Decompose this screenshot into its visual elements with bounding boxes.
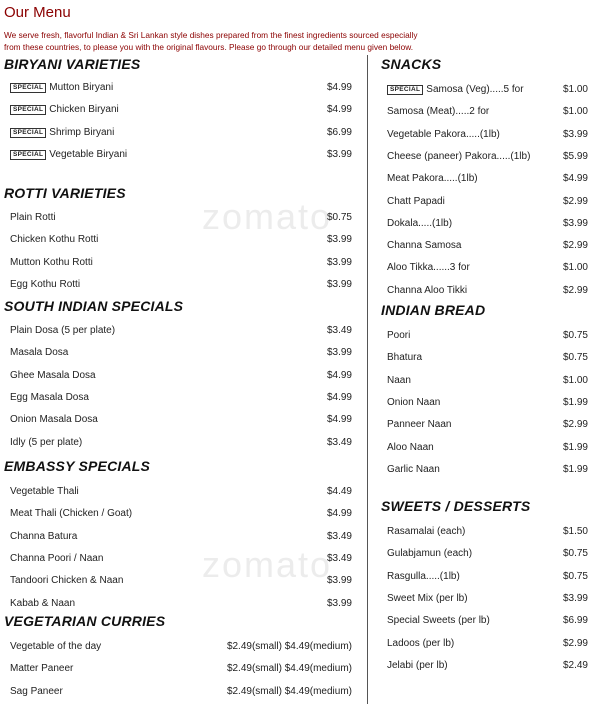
menu-item-name: [387, 330, 410, 341]
menu-item: [387, 548, 588, 562]
menu-item-name: [387, 660, 448, 671]
menu-intro: [4, 29, 594, 53]
menu-item-name: [10, 575, 123, 586]
menu-item: [10, 347, 352, 361]
menu-item-price: $2.49(small) $4.49(medium): [226, 685, 352, 697]
menu-item: [10, 127, 352, 141]
menu-item: [387, 173, 588, 187]
menu-item-label: Vegetable of the day: [10, 641, 102, 652]
menu-item-price: $2.99: [562, 284, 588, 296]
menu-item-price: $3.49: [326, 552, 352, 564]
menu-item-price: $1.50: [562, 526, 588, 537]
menu-item-price: $1.00: [562, 84, 588, 95]
menu-item-label: Onion Naan: [387, 396, 441, 408]
menu-item-label: Mutton Biryani: [49, 82, 114, 93]
menu-item-name: [10, 508, 132, 519]
menu-item-label: Channa Poori / Naan: [10, 552, 104, 564]
menu-item-label: Masala Dosa: [10, 347, 69, 359]
menu-item: [387, 375, 588, 389]
menu-item-price: $3.99: [562, 217, 588, 229]
menu-item: [10, 414, 352, 428]
menu-item-name: [387, 352, 422, 363]
menu-item-price: $3.99: [562, 592, 588, 604]
menu-item-label: Sag Paneer: [10, 685, 63, 697]
menu-item: [387, 571, 588, 585]
menu-item-label: Poori: [387, 330, 411, 341]
menu-item-price: $3.49: [326, 530, 352, 542]
menu-item-name: [10, 127, 114, 138]
section-title-biryani-varieties: BIRYANI VARIETIES: [4, 56, 141, 72]
menu-item: [387, 615, 588, 629]
menu-item-price: $1.00: [562, 374, 588, 386]
menu-item-name: [10, 663, 73, 674]
menu-item-name: [387, 464, 440, 475]
menu-item-price: $0.75: [562, 570, 588, 582]
section-title-south-indian-specials: SOUTH INDIAN SPECIALS: [4, 298, 184, 314]
menu-item-price: $1.99: [562, 396, 588, 408]
menu-item-label: Chatt Papadi: [387, 195, 445, 207]
menu-item-label: Cheese (paneer) Pakora.....(1lb): [387, 150, 531, 162]
menu-item-name: [10, 392, 89, 403]
menu-item-label: Ladoos (per lb): [387, 637, 455, 649]
menu-item: [10, 104, 352, 118]
menu-item-label: Jelabi (per lb): [387, 659, 448, 671]
menu-item-label: Samosa (Meat).....2 for: [387, 106, 490, 118]
menu-item-price: $3.99: [326, 234, 352, 246]
menu-item: [10, 598, 352, 612]
special-badge: SPECIAL: [10, 150, 46, 160]
menu-item-label: Vegetable Pakora.....(1lb): [387, 128, 500, 140]
menu-item-price: $0.75: [562, 352, 588, 364]
menu-item: [10, 325, 352, 339]
menu-item-name: [387, 548, 472, 559]
menu-item: [387, 352, 588, 366]
menu-item-price: $0.75: [326, 212, 352, 223]
menu-item: [10, 257, 352, 271]
menu-item-price: $1.99: [562, 441, 588, 453]
menu-item: [387, 442, 588, 456]
menu-item: [10, 212, 352, 226]
menu-item-label: Rasamalai (each): [387, 526, 466, 537]
menu-item-name: [387, 593, 468, 604]
menu-item: [10, 82, 352, 96]
menu-item-price: $1.99: [562, 463, 588, 475]
menu-item: [387, 240, 588, 254]
menu-item: [387, 593, 588, 607]
menu-item: [10, 663, 352, 677]
menu-item-name: [387, 397, 440, 408]
menu-item-label: Aloo Naan: [387, 441, 434, 453]
menu-item-price: $2.99: [562, 419, 588, 431]
menu-item-name: [10, 553, 103, 564]
menu-item-label: Vegetable Thali: [10, 486, 79, 497]
menu-item-name: [10, 234, 98, 245]
menu-item: [387, 464, 588, 478]
menu-item: [10, 234, 352, 248]
menu-item-label: Special Sweets (per lb): [387, 615, 490, 627]
menu-item-name: [387, 218, 452, 229]
menu-item: [387, 419, 588, 433]
menu-item: [387, 638, 588, 652]
menu-item-price: $5.99: [562, 150, 588, 162]
menu-item-price: $3.99: [326, 597, 352, 609]
menu-item: [387, 330, 588, 344]
intro-line-1: We serve fresh, flavorful Indian & Sri Lankan style dishes prepared from the finest ingredients sourced especially: [4, 30, 418, 40]
menu-item: [10, 437, 352, 451]
menu-item-label: Matter Paneer: [10, 663, 74, 675]
menu-item: [387, 397, 588, 411]
special-badge: SPECIAL: [10, 128, 46, 138]
menu-item: [387, 84, 588, 98]
menu-item-label: Vegetable Biryani: [49, 148, 128, 160]
menu-item-name: [387, 196, 445, 207]
menu-item-label: Chicken Biryani: [49, 104, 119, 116]
menu-item-name: [10, 257, 93, 268]
menu-item: [387, 129, 588, 143]
menu-item-label: Meat Thali (Chicken / Goat): [10, 508, 133, 520]
menu-item: [387, 151, 588, 165]
section-title-sweets-desserts: SWEETS / DESSERTS: [381, 498, 531, 514]
menu-item-price: $4.99: [326, 414, 352, 426]
menu-item-name: [10, 598, 75, 609]
menu-item-name: [387, 285, 467, 296]
menu-item-name: [387, 638, 454, 649]
menu-item-label: Idly (5 per plate): [10, 436, 83, 448]
menu-item-name: [10, 414, 98, 425]
menu-item-label: Panneer Naan: [387, 419, 452, 431]
menu-item-price: $0.75: [562, 330, 588, 341]
menu-item-label: Kabab & Naan: [10, 597, 76, 609]
column-divider: [367, 55, 368, 704]
menu-item-label: Rasgulla.....(1lb): [387, 570, 460, 582]
menu-item-name: [387, 375, 411, 386]
menu-item-price: $6.99: [562, 615, 588, 627]
intro-line-2: from these countries, to please you with the original flavours. Please go through our detailed menu given below.: [4, 42, 414, 52]
menu-item-label: Egg Kothu Rotti: [10, 278, 81, 290]
menu-item-label: Tandoori Chicken & Naan: [10, 575, 124, 587]
menu-item-name: [10, 279, 80, 290]
menu-item: [387, 660, 588, 674]
menu-item-name: [387, 571, 460, 582]
special-badge: SPECIAL: [10, 83, 46, 93]
menu-item-name: [387, 419, 452, 430]
menu-item: [10, 392, 352, 406]
menu-item-label: Aloo Tikka......3 for: [387, 262, 470, 274]
menu-item-name: [10, 686, 63, 697]
menu-item-name: [387, 615, 490, 626]
menu-item-name: [387, 151, 530, 162]
menu-item-label: Channa Samosa: [387, 240, 462, 252]
menu-item-label: Onion Masala Dosa: [10, 414, 98, 426]
menu-item-name: [10, 325, 115, 336]
menu-item: [387, 218, 588, 232]
menu-item-price: $4.49: [326, 486, 352, 497]
menu-item-label: Channa Aloo Tikki: [387, 284, 468, 296]
menu-item-name: [10, 370, 96, 381]
menu-item-name: [10, 212, 56, 223]
menu-item-label: Naan: [387, 374, 411, 386]
menu-item-price: $3.99: [326, 347, 352, 359]
zomato-watermark-bottom: zomato: [202, 544, 333, 585]
menu-item: [10, 279, 352, 293]
menu-item-price: $3.49: [326, 436, 352, 448]
menu-item: [10, 575, 352, 589]
menu-item-name: [10, 486, 79, 497]
menu-item-name: [10, 641, 101, 652]
menu-item: [387, 106, 588, 120]
menu-item-price: $2.49: [562, 659, 588, 671]
menu-item-name: [387, 262, 470, 273]
menu-item-label: Sweet Mix (per lb): [387, 592, 468, 604]
menu-item: [10, 149, 352, 163]
menu-item-label: Dokala.....(1lb): [387, 217, 453, 229]
menu-item-price: $4.99: [562, 173, 588, 185]
menu-item-price: $4.99: [326, 391, 352, 403]
menu-item-price: $3.99: [326, 148, 352, 160]
menu-item-label: Channa Batura: [10, 530, 78, 542]
menu-item-label: Garlic Naan: [387, 463, 440, 475]
menu-item: [10, 531, 352, 545]
menu-item-name: [387, 106, 489, 117]
menu-item: [10, 486, 352, 500]
section-title-vegetarian-curries: VEGETARIAN CURRIES: [4, 613, 166, 629]
special-badge: SPECIAL: [387, 85, 423, 95]
menu-item-label: Samosa (Veg).....5 for: [426, 84, 524, 95]
menu-item-price: $3.99: [326, 278, 352, 290]
menu-item-label: Ghee Masala Dosa: [10, 369, 96, 381]
menu-item-price: $3.99: [326, 256, 352, 268]
menu-item-name: [10, 82, 113, 93]
menu-item: [10, 553, 352, 567]
menu-item-name: [387, 240, 462, 251]
menu-item-label: Meat Pakora.....(1lb): [387, 173, 478, 185]
menu-item-price: $2.49(small) $4.49(medium): [226, 641, 352, 652]
menu-item-name: [10, 149, 127, 160]
menu-item-label: Egg Masala Dosa: [10, 391, 89, 403]
menu-item-price: $6.99: [326, 126, 352, 138]
menu-item-label: Shrimp Biryani: [49, 126, 115, 138]
menu-item-name: [10, 104, 119, 115]
menu-item: [387, 196, 588, 210]
menu-item-name: [387, 173, 478, 184]
menu-item-name: [10, 437, 82, 448]
menu-item-price: $1.00: [562, 262, 588, 274]
section-title-embassy-specials: EMBASSY SPECIALS: [4, 458, 151, 474]
menu-item-price: $4.99: [326, 104, 352, 116]
menu-item: [10, 686, 352, 700]
menu-item-price: $4.99: [326, 82, 352, 93]
menu-item-price: $2.99: [562, 195, 588, 207]
menu-item-name: [387, 84, 524, 95]
menu-item: [387, 526, 588, 540]
menu-item: [387, 262, 588, 276]
menu-item-label: Chicken Kothu Rotti: [10, 234, 99, 246]
menu-item-price: $2.99: [562, 240, 588, 252]
menu-item-label: Plain Dosa (5 per plate): [10, 325, 116, 336]
menu-item-price: $4.99: [326, 508, 352, 520]
menu-item-name: [387, 129, 500, 140]
menu-title: Our Menu: [4, 4, 71, 21]
menu-item: [387, 285, 588, 299]
menu-item-name: [387, 526, 465, 537]
menu-item-price: $2.99: [562, 637, 588, 649]
section-title-rotti-varieties: ROTTI VARIETIES: [4, 185, 126, 201]
menu-item-label: Mutton Kothu Rotti: [10, 256, 93, 268]
menu-item-price: $4.99: [326, 369, 352, 381]
menu-item: [10, 641, 352, 655]
menu-item-name: [10, 347, 68, 358]
menu-item-price: $3.99: [326, 575, 352, 587]
menu-item-label: Plain Rotti: [10, 212, 56, 223]
menu-item-price: $3.99: [562, 128, 588, 140]
menu-item-label: Gulabjamun (each): [387, 548, 473, 560]
menu-item: [10, 508, 352, 522]
menu-item-name: [10, 531, 77, 542]
section-title-indian-bread: INDIAN BREAD: [381, 302, 486, 318]
menu-item-price: $2.49(small) $4.49(medium): [226, 663, 352, 675]
menu-item-price: $1.00: [562, 106, 588, 118]
section-title-snacks: SNACKS: [381, 56, 442, 72]
menu-item-label: Bhatura: [387, 352, 423, 364]
menu-item-price: $0.75: [562, 548, 588, 560]
menu-item-price: $3.49: [326, 325, 352, 336]
menu-item: [10, 370, 352, 384]
menu-item-name: [387, 442, 434, 453]
zomato-watermark-top: zomato: [202, 196, 333, 237]
special-badge: SPECIAL: [10, 105, 46, 115]
